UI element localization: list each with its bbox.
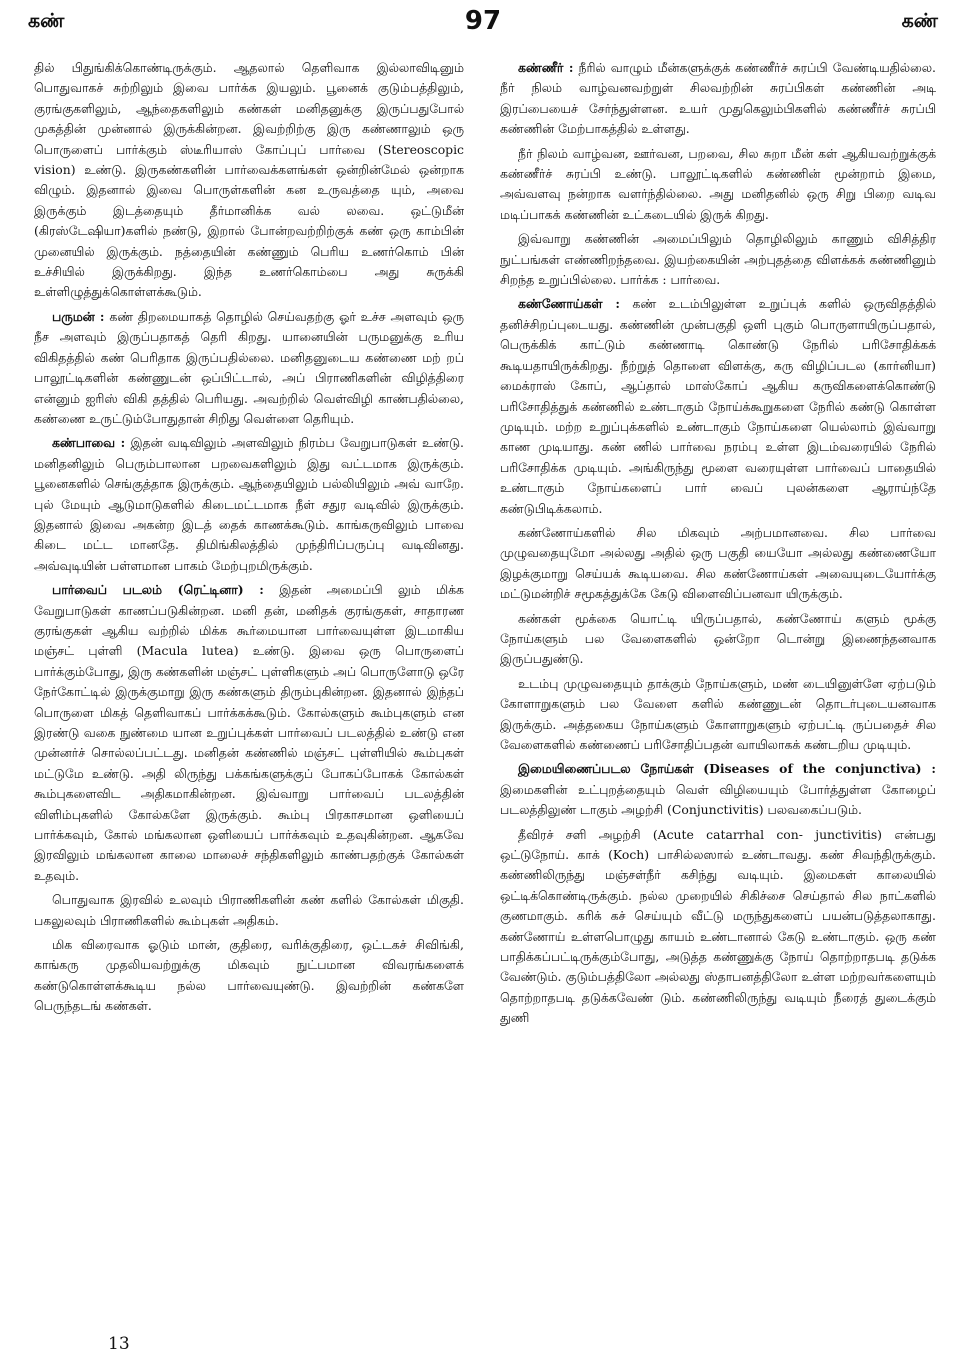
paragraph [500,759,936,820]
paragraph-text: இதன் அமைப்பி லும் மிக்க வேறுபாடுகள் காணப்படுகின்றன. மனி தன், மனிதக் குரங்குகள், சாதாரண குரங்குகள் ஆகிய வற்றில் மிக்க கூர்மையான பார்வையுள்ள இடமாகிய மஞ்சட் புள்ளி (Macula lutea) உண்டு. இவை ஒரு பொருளைப் பார்க்கும்போது, இரு கண்களின் மஞ்சட் புள்ளிகளும் அப் பொருளோடு ஒரே நேர்கோட்டில் இருக்குமாறு இரு கண்களும் திரும்புகின்றன. இதனால் இந்தப் பொருளை மிகத் தெளிவாகப் பார்க்கக்கூடும். கோல்களும் கூம்புகளும் என இரண்டு வகை நுண்மை யான உறுப்புக்கள் பார்வைப் படலத்தில் உண்டு என முன்னர்ச் சொல்லப்பட்டது. மனிதன் கண்ணில் மஞ்சட் புள்ளியில் கூம்புகள் மட்டுமே உண்டு. அதி லிருந்து பக்கங்களுக்குப் போகப்போகக் கோல்கள் கூம்புகளைவிட அதிகமாகின்றன. இவ்வாறு பார்வைப் படலத்தின் விளிம்புகளில் கோல்களே இருக்கும். கூம்பு பிரகாசமான ஒளியைப் பார்க்கவும், கோல் மங்கலான ஒளியைப் பார்க்கவும் உதவுகின்றன. ஆகவே இரவிலும் மங்கலான காலை மாலைச் சந்திகளிலும் காண்பதற்குக் கோல்கள் உதவும். [34,582,464,883]
paragraph: தீவிரச் சளி அழற்சி (Acute catarrhal con- junctivitis) என்பது ஒட்டுநோய். காக் (Koch) பாசில்லஸால் உண்டாவது. கண் சிவந்திருக்கும். கண்ணிலிருந்து மஞ்சள்நீர் கசிந்து வடியும். இமைகள் காலையில் ஒட்டிக்கொண்டிருக்கும். நல்ல முறையில் சிகிச்சை செய்தால் சில நாட்களில் குணமாகும். கரிக் கச் செய்யும் வீட்டு மருந்துகளைப் பயன்படுத்தலாகாது. கண்ணோய் உள்ளபொழுது காயம் உண்டானால் கேடு உண்டாகும். ஒரு கண் பாதிக்கப்பட்டிருக்கும்போது, அடுத்த கண்ணுக்கு நோய் தொற்றாதபடி தடுக்க வேண்டும். குடும்பத்திலோ அல்லது ஸ்தாபனத்திலோ உள்ள மற்றவர்களையும் தொற்றாதபடி தடுக்கவேண் டும். கண்ணிலிருந்து வடியும் நீரைத் துடைக்கும் துணி [500,826,936,1026]
running-head-left: கண் [28,10,65,32]
paragraph-text: நீரில் வாழும் மீன்களுக்குக் கண்ணீர்ச் சுரப்பி வேண்டியதில்லை. நீர் நிலம் வாழ்வனவற்றுள் சிலவற்றின் சுரப்பிகள் கண்ணின் அடி இரப்பையைச் சேர்ந்துள்ளன. உயர் முதுகெலும்பிகளில் கண்ணீர்ச் சுரப்பி கண்ணின் மேற்பாகத்தில் உள்ளது. [500,60,936,137]
right-column [500,58,936,1328]
paragraph [34,580,464,886]
paragraph-text: இதன் வடிவிலும் அளவிலும் நிரம்ப வேறுபாடுகள் உண்டு. மனிதனிலும் பெரும்பாலான பறவைகளிலும் இது வட்டமாக இருக்கும். பூனைகளில் செங்குத்தாக இருக்கும். ஆந்தையிலும் பல்லியிலும் அவ் வாறே. புல் மேயும் ஆடுமாடுகளில் கிடைமட்டமாக நீள் சதுர வடிவில் இருக்கும். இதனால் இவை அகன்ற இடத் தைக் காணக்கூடும். காங்கருவிலும் பாவை கிடை மட்ட மானதே. திமிங்கிலத்தில் முந்திரிப்பருப்பு வடிவினது. அவ்வுடியின் பள்ளமான பாகம் மேற்புறமிருக்கும். [34,435,464,573]
section-heading: கண்ணோய்கள் : [518,296,620,312]
paragraph: மிக விரைவாக ஓடும் மான், குதிரை, வரிக்குதிரை, ஒட்டகச் சிவிங்கி, காங்கரு முதலியவற்றுக்கு மிகவும் நுட்பமான விவரங்களைக் கண்டுகொள்ளக்கூடிய நல்ல பார்வையுண்டு. இவற்றின் கண்களே பெருந்தடங் கண்கள். [34,937,464,1014]
paragraph: உடம்பு முழுவதையும் தாக்கும் நோய்களும், மண் டையினுள்ளே ஏற்படும் கோளாறுகளும் பல வேளை களில் கண்ணுடன் தொடர்புடையனவாக இருக்கும். அத்தகைய நோய்களும் கோளாறுகளும் ஏற்பட்டி ருப்பதைச் சில வேளைகளில் கண்ணைப் பரிசோதிப்பதன் வாயிலாகக் கண்டறிய முடியும். [500,675,936,752]
section-heading: இமையிணைப்படல நோய்கள் (Diseases of the conjunctiva) : [518,761,936,777]
signature-mark: 13 [108,1334,130,1354]
paragraph: இவ்வாறு கண்ணின் அமைப்பிலும் தொழிலிலும் காணும் விசித்திர நுட்பங்கள் எண்ணிறந்தவை. இயற்கையின் அற்புதத்தை விளக்கக் கண்ணினும் சிறந்த உறுப்பில்லை. பார்க்க : பார்வை. [500,231,936,288]
paragraph: தில் பிதுங்கிக்கொண்டிருக்கும். ஆதலால் தெளிவாக இல்லாவிடினும் பொதுவாகச் சுற்றிலும் இவை பார்க்க இயலும். பூனைக் குடும்பத்திலும், குரங்குகளிலும், ஆந்தைகளிலும் கண்கள் மனிதனுக்கு இருப்பதுபோல் முகத்தின் முன்னால் இருக்கின்றன. இவற்றிற்கு இரு கண்ணாலும் ஒரு பொருளைப் பார்க்கும் ஸ்டீரியாஸ் கோப்புப் பார்வை (Stereoscopic vision) உண்டு. இருகண்களின் பார்வைக்களங்கள் ஒன்றின்மேல் ஒன்றாக விழும். இதனால் இவை பொருள்களின் கன உருவத்தை யும், அவை இருக்கும் இடத்தையும் தீர்மானிக்க வல் லவை. ஒட்டுமீன் (கிரஸ்டேஷியா)களில் நண்டு, இறால் போன்றவற்றிற்குக் கண் ஒரு காம்பின் முனையில் இருக்கும். நத்தையின் கண்ணும் பெரிய உணர்கொம் பின் உச்சியில் இருக்கிறது. இந்த உணர்கொம்பை அது சுருக்கி உள்ளிழுத்துக்கொள்ளக்கூடும். [34,60,464,300]
paragraph-text: கண் உடம்பிலுள்ள உறுப்புக் களில் ஒருவிதத்தில் தனிச்சிறப்புடையது. கண்ணின் முன்பகுதி ஒளி புகும் பொருளாயிருப்பதால், பெருக்கிக் காட்டும் கண்ணாடி கொண்டு நேரில் பரிசோதிக்கக் கூடியதாயிருக்கிறது. நீற்றுத் தொளை விளக்கு, கரு விழிப்படல (கார்னியா) மைக்ராஸ் கோப், ஆப்தால் மாஸ்கோப் ஆகிய கருவிகளைக்கொண்டு பரிசோதித்துக் கண்ணில் உண்டாகும் நோய்க்கூறுகளை நேரில் கண்டு கொள்ள முடியும். மற்ற உறுப்புக்களில் உண்டாகும் நோய்களை யெல்லாம் இவ்வாறு காண முடியாது. கண் ணில் பார்வை நரம்பு உள்ள இடம்வரையில் நேரில் பரிசோதிக்க முடியும். அங்கிருந்து மூளை வரையுள்ள பார்வைப் பாதையில் உண்டாகும் நோய்களைப் பார் வைப் புலன்களை ஆராய்ந்தே கண்டுபிடிக்கலாம். [500,296,936,516]
page-number: 97 [464,6,502,36]
paragraph: கண்ணோய்களில் சில மிகவும் அற்பமானவை. சில பார்வை முழுவதையுமோ அல்லது அதில் ஒரு பகுதி யையோ அல்லது கண்ணையோ இழக்குமாறு செய்யக் கூடியவை. சில கண்ணோய்கள் அவையுடையோர்க்கு மட்டுமன்றிச் சமூகத்துக்கே கேடு விளைவிப்பனவா யிருக்கும். [500,524,936,602]
paragraph [500,294,936,518]
paragraph-text: இமைகளின் உட்புறத்தையும் வெள் விழியையும் போர்த்துள்ள கோழைப் படலத்திலுண் டாகும் அழற்சி (Conjunctivitis) பலவகைப்படும். [500,781,936,818]
running-head-right: கண் [901,10,938,32]
section-heading: கண்பாவை : [52,435,126,451]
paragraph-text: கண் திறமையாகத் தொழில் செய்வதற்கு ஓர் உச்ச அளவும் ஒரு நீச அளவும் இருப்பதாகத் தெரி கிறது. யானையின் பருமனுக்கு உரிய விகிதத்தில் கண் பெரிதாக இருப்பதில்லை. மனிதனுடைய கண்ணை மற் றப் பாலூட்டிகளின் கண்ணுடன் ஒப்பிட்டால், அப் பிராணிகளின் விழித்திரை என்னும் ஐரிஸ் விகி தத்தில் பெரியது. அவற்றில் வெள்விழி காண்பதில்லை, கண்ணை உருட்டும்போதுதான் சிறிது வெள்ளை தெரியும். [34,308,464,426]
paragraph: நீர் நிலம் வாழ்வன, ஊர்வன, பறவை, சில சுறா மீன் கள் ஆகியவற்றுக்குக் கண்ணீர்ச் சுரப்பி உண்டு. பாலூட்டிகளில் கண்ணின் மூன்றாம் இமை, அவ்வளவு நன்றாக வளர்ந்தில்லை. அது மனிதனில் ஒரு சிறு பிறை வடிவ மடிப்பாகக் கண்ணின் உட்கடையில் இருக் கிறது. [500,145,936,222]
paragraph [34,433,464,576]
paragraph [500,58,936,140]
section-heading: பார்வைப் படலம் (ரெட்டினா) : [52,582,264,598]
section-heading: கண்ணீர் : [518,60,574,75]
paragraph: பொதுவாக இரவில் உலவும் பிராணிகளின் கண் களில் கோல்கள் மிகுதி. பகலுலவும் பிராணிகளில் கூம்புகள் அதிகம். [34,892,464,928]
paragraph [34,307,464,429]
page-header [28,6,938,40]
paragraph: கண்கள் மூக்கை யொட்டி யிருப்பதால், கண்ணோய் களும் மூக்கு நோய்களும் பல வேளைகளில் ஒன்றோ டொன்று இணைந்தனவாக இருப்பதுண்டு. [500,610,936,667]
section-heading: பருமன் : [52,308,105,324]
left-column [34,58,464,1328]
